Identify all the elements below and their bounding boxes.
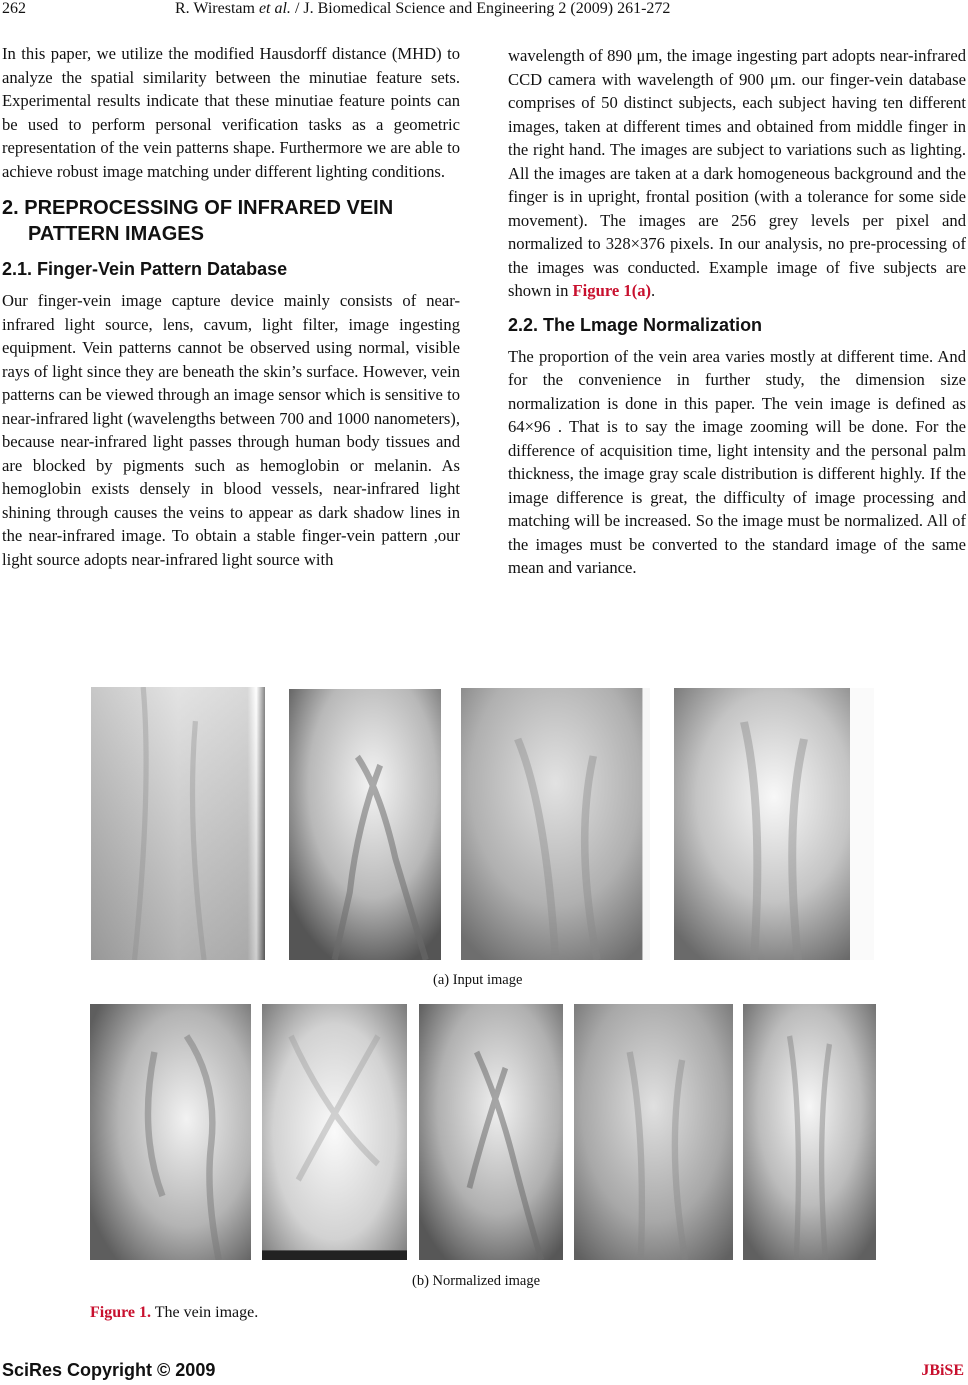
- running-head: [175, 0, 670, 18]
- database-paragraph: Our finger-vein image capture device mainly consists of near-infrared light source, lens, cavum, light filter, image ingesting equipment. Vein patterns cannot be observed using normal, visible rays of light since they are beneath the skin’s surface. However, vein patterns can be viewed through an image sensor which is sensitive to near-infrared light (wavelengths between 700 and 1000 nanometers), because near-infrared light passes through human body tissues and are blocked by pigments such as hemoglobin or melanin. As hemoglobin exists densely in blood vessels, near-infrared light shining through causes the veins to appear as dark shadow lines in the near-infrared image. To obtain a stable finger-vein pattern ,our light source adopts near-infrared light source with: [2, 291, 460, 569]
- para-text: wavelength of 890 μm, the image ingesting part adopts near-infrared CCD camera with wavelength of 900 μm. our finger-vein database comprises of 50 distinct subjects, each subject having ten different images, taken at different times and obtained from middle finger in the right hand. The images are subject to variations such as lighting. All the images are taken at a dark homogeneous background and the finger is in upright, frontal position (with a tolerance for some side movement). The images are 256 grey levels per pixel and normalized to 328×376 pixels. In our analysis, no pre-processing of the images was conducted. Example image of five subjects are shown in: [508, 46, 966, 300]
- page-number: 262: [2, 0, 26, 17]
- para-end: .: [651, 281, 656, 300]
- database-paragraph-continued: [508, 44, 966, 303]
- figure-caption: [90, 1304, 258, 1322]
- intro-paragraph: In this paper, we utilize the modified Hausdorff distance (MHD) to analyze the spatial similarity between the minutiae feature sets. Experimental results indicate that these minutiae feature points can be used to perform personal verification tasks as a geometric representation of the vein patterns shape. Furthermore we are able to achieve robust image matching under different lighting conditions.: [2, 44, 460, 181]
- section-heading: 2. PREPROCESSING OF INFRARED VEIN PATTERN IMAGES: [2, 197, 394, 245]
- subsection-heading-2-2: 2.2. The Lmage Normalization: [508, 314, 763, 335]
- running-head-journal: / J. Biomedical Science and Engineering 2 (2009) 261-272: [290, 0, 671, 17]
- running-head-etal: et al.: [258, 0, 291, 17]
- caption-a: (a) Input image: [433, 972, 523, 988]
- normalized-vein-image-5: [743, 1004, 876, 1260]
- right-column: [508, 44, 966, 580]
- normalized-vein-image-1: [90, 1004, 251, 1260]
- caption-b: (b) Normalized image: [412, 1273, 541, 1289]
- input-vein-image-4: [674, 688, 874, 960]
- normalized-vein-image-4: [574, 1004, 733, 1260]
- figure-title: The vein image.: [151, 1304, 259, 1321]
- normalization-paragraph: The proportion of the vein area varies mostly at different time. And for the convenience in further study, the dimension size normalization is done in this paper. The vein image is defined as 64×96 . That is to say the image zooming will be done. For the difference of acquisition time, light intensity and the personal palm thickness, the image gray scale distribution is different highly. If the image difference is great, the difficulty of image processing and matching will be increased. So the image must be normalized. All of the images must be converted to the standard image of the same mean and variance.: [508, 346, 966, 577]
- normalized-vein-image-2: [262, 1004, 407, 1260]
- figure-1a-link[interactable]: Figure 1(a): [572, 281, 652, 300]
- subsection-heading-2-1: 2.1. Finger-Vein Pattern Database: [2, 259, 288, 279]
- left-column: [2, 42, 460, 571]
- footer-copyright: SciRes Copyright © 2009: [2, 1360, 216, 1380]
- normalized-vein-image-3: [419, 1004, 563, 1260]
- input-vein-image-3: [461, 688, 650, 960]
- figure-label: Figure 1.: [90, 1304, 152, 1321]
- running-head-authors: R. Wirestam: [175, 0, 259, 17]
- footer-journal: JBiSE: [921, 1362, 964, 1379]
- input-vein-image-2: [289, 689, 441, 960]
- running-header: [0, 0, 968, 22]
- input-vein-image-1: [91, 687, 265, 960]
